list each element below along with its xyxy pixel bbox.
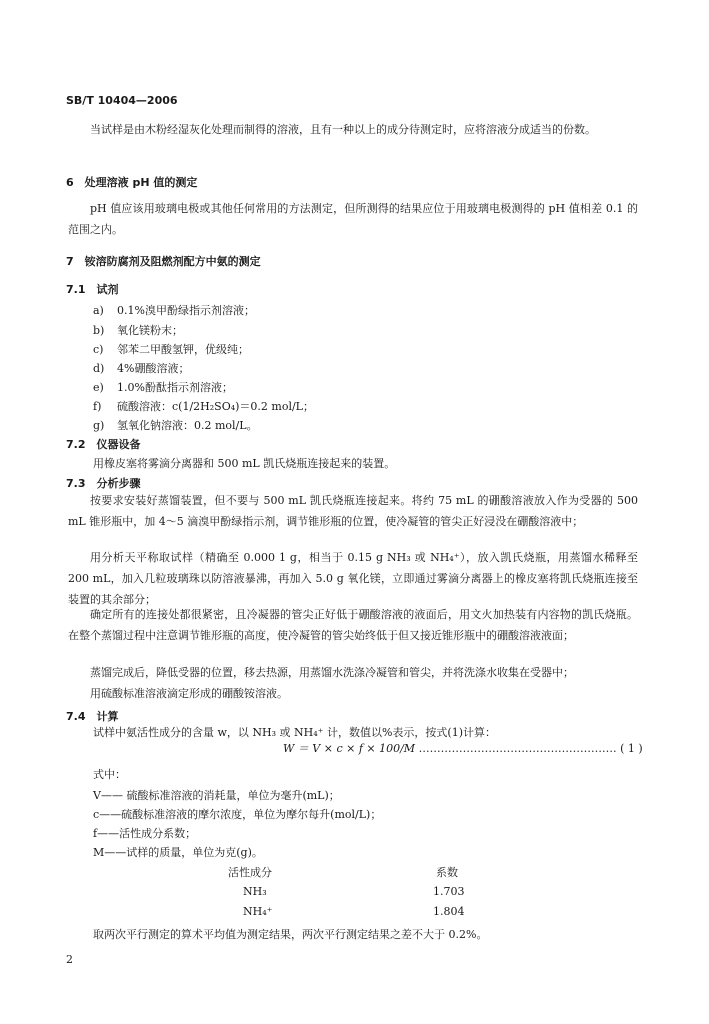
table-cell-factor: 1.703: [433, 885, 465, 898]
intro-paragraph: 当试样是由木粉经湿灰化处理而制得的溶液，且有一种以上的成分待测定时，应将溶液分成适当的份数。: [90, 123, 596, 136]
variable-definition: f——活性成分系数；: [93, 827, 197, 840]
variable-definition: V—— 硫酸标准溶液的消耗量，单位为毫升(mL)；: [93, 789, 340, 802]
section-7-title: 7 铵溶防腐剂及阻燃剂配方中氨的测定: [66, 255, 261, 268]
section-7-3-title: 7.3 分析步骤: [66, 477, 141, 490]
section-7-2-title: 7.2 仪器设备: [66, 438, 141, 451]
table-cell-component: NH₄⁺: [243, 905, 273, 918]
reagent-item: d) 4%硼酸溶液；: [93, 362, 190, 375]
reagent-item: a) 0.1%溴甲酚绿指示剂溶液；: [93, 304, 255, 317]
page-number: 2: [66, 953, 73, 966]
section-7-1-title: 7.1 试剂: [66, 283, 119, 296]
reagent-item: b) 氧化镁粉末；: [93, 324, 183, 337]
reagent-item: f) 硫酸溶液：c(1/2H₂SO₄)＝0.2 mol/L；: [93, 400, 314, 413]
formula-leader-dots: ………………………………………………: [418, 742, 617, 755]
variable-definition: M——试样的质量，单位为克(g)。: [93, 846, 263, 859]
section-7-3-paragraph-2: 用分析天平称取试样（精确至 0.000 1 g，相当于 0.15 g NH₃ 或 NH₄⁺），放入凯氏烧瓶，用蒸馏水稀释至 200 mL，加入几粒玻璃珠以防溶液暴沸，再加入 5.0 g 氧化镁，立即通过雾滴分离器上的橡皮塞将凯氏烧瓶连接至装置的其余部分；: [68, 551, 638, 606]
reagent-item: c) 邻苯二甲酸氢钾，优级纯；: [93, 343, 249, 356]
reagent-item: g) 氢氧化钠溶液：0.2 mol/L。: [93, 419, 258, 432]
table-header-factor: 系数: [436, 866, 458, 879]
section-7-4-title: 7.4 计算: [66, 710, 119, 723]
section-6-text: pH 值应该用玻璃电极或其他任何常用的方法测定，但所测得的结果应位于用玻璃电极测得的 pH 值相差 0.1 的范围之内。: [68, 202, 638, 236]
table-header-component: 活性成分: [228, 866, 272, 879]
section-7-3-paragraph-3: 确定所有的连接处都很紧密，且冷凝器的管尖正好低于硼酸溶液的液面后，用文火加热装有内容物的凯氏烧瓶。在整个蒸馏过程中注意调节锥形瓶的高度，使冷凝管的管尖始终低于但又接近锥形瓶中的硼酸溶液液面；: [68, 608, 638, 642]
table-cell-component: NH₃: [243, 885, 267, 898]
table-cell-factor: 1.804: [433, 905, 465, 918]
section-7-3-paragraph-1: 按要求安装好蒸馏装置，但不要与 500 mL 凯氏烧瓶连接起来。将约 75 mL 的硼酸溶液放入作为受器的 500 mL 锥形瓶中，加 4～5 滴溴甲酚绿指示剂，调节锥形瓶的位置，使冷凝管的管尖正好浸没在硼酸溶液中；: [68, 494, 638, 528]
formula-number: ( 1 ): [620, 742, 643, 755]
section-6-title: 6 处理溶液 pH 值的测定: [66, 176, 198, 189]
variable-definition: c——硫酸标准溶液的摩尔浓度，单位为摩尔每升(mol/L)；: [93, 808, 382, 821]
final-text: 取两次平行测定的算术平均值为测定结果，两次平行测定结果之差不大于 0.2%。: [93, 928, 488, 941]
standard-number: SB/T 10404—2006: [66, 94, 178, 107]
formula-1: [283, 742, 643, 756]
where-label: 式中：: [93, 768, 126, 781]
section-7-2-text: 用橡皮塞将雾滴分离器和 500 mL 凯氏烧瓶连接起来的装置。: [93, 457, 396, 470]
formula-expression: W ＝ V × c × f × 100/M: [283, 742, 416, 755]
section-7-3-paragraph-4: 蒸馏完成后，降低受器的位置，移去热源，用蒸馏水洗涤冷凝管和管尖，并将洗涤水收集在受器中；: [90, 666, 574, 679]
section-7-4-text: 试样中氨活性成分的含量 w，以 NH₃ 或 NH₄⁺ 计，数值以%表示，按式(1)计算：: [93, 726, 496, 739]
reagent-item: e) 1.0%酚酞指示剂溶液；: [93, 381, 233, 394]
section-7-3-paragraph-5: 用硫酸标准溶液滴定形成的硼酸铵溶液。: [90, 687, 288, 700]
